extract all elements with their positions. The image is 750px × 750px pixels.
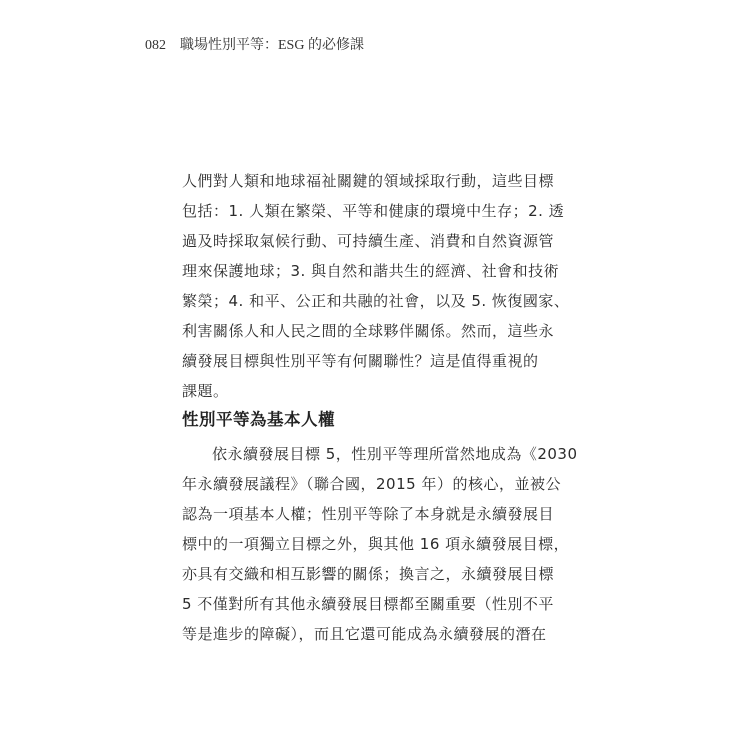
running-head — [145, 34, 364, 54]
text-line: 過及時採取氣候行動、可持續生產、消費和自然資源管 — [182, 232, 555, 250]
text-line: 5 不僅對所有其他永續發展目標都至關重要（性別不平 — [182, 595, 554, 613]
page-number: 082 — [145, 38, 166, 53]
text-line: 利害關係人和人民之間的全球夥伴關係。然而，這些永 — [182, 322, 555, 340]
text-line: 包括：1. 人類在繁榮、平等和健康的環境中生存；2. 透 — [182, 202, 565, 220]
text-line: 年永續發展議程》（聯合國，2015 年）的核心，並被公 — [182, 475, 561, 493]
text-line: 認為一項基本人權；性別平等除了本身就是永續發展目 — [182, 505, 555, 523]
text-line: 課題。 — [182, 382, 229, 400]
text-line: 理來保護地球；3. 與自然和諧共生的經濟、社會和技術 — [182, 262, 560, 280]
text-line: 標中的一項獨立目標之外，與其他 16 項永續發展目標， — [182, 535, 570, 553]
text-line: 依永續發展目標 5，性別平等理所當然地成為《2030 — [212, 445, 578, 463]
text-line: 人們對人類和地球福祉關鍵的領域採取行動，這些目標 — [182, 172, 555, 190]
text-line: 等是進步的障礙），而且它還可能成為永續發展的潛在 — [182, 625, 547, 643]
text-line: 亦具有交織和相互影響的關係；換言之，永續發展目標 — [182, 565, 555, 583]
paragraph-1 — [182, 166, 570, 406]
section-heading: 性別平等為基本人權 — [182, 410, 335, 429]
book-title: 職場性別平等：ESG 的必修課 — [180, 38, 364, 53]
text-line: 繁榮；4. 和平、公正和共融的社會，以及 5. 恢復國家、 — [182, 292, 570, 310]
text-line: 續發展目標與性別平等有何關聯性？這是值得重視的 — [182, 352, 539, 370]
paragraph-2 — [182, 439, 578, 649]
